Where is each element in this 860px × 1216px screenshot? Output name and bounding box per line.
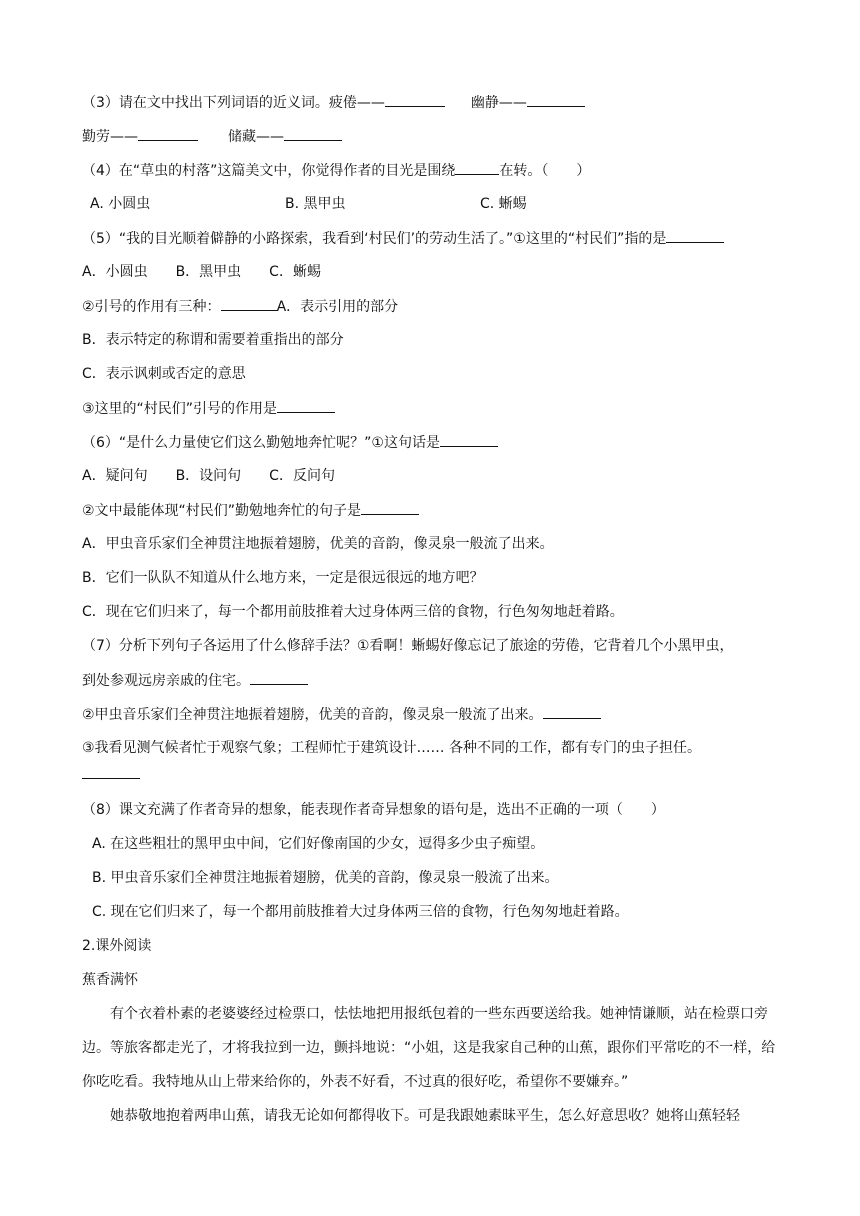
q8-prompt: （8）课文充满了作者奇异的想象，能表现作者奇异想象的语句是，选出不正确的一项（ ）	[82, 802, 665, 818]
q7-prompt-cont: 到处参观远房亲戚的住宅。	[82, 673, 250, 689]
q3-blank-1[interactable]	[385, 92, 445, 107]
q7-blank-1[interactable]	[250, 670, 308, 685]
q6-sub2: ②文中最能体现“村民们”勤勉地奔忙的句子是	[82, 503, 362, 519]
q3-prompt: （3）请在文中找出下列词语的近义词。疲倦——	[82, 95, 385, 111]
q7-blank-2[interactable]	[543, 704, 601, 719]
q7-sub2: ②甲虫音乐家们全神贯注地振着翅膀，优美的音韵，像灵泉一般流了出来。	[82, 707, 543, 723]
q5-options: A．小圆虫 B．黑甲虫 C．蜥蜴	[82, 264, 321, 280]
q5-blank-3[interactable]	[277, 398, 335, 413]
q5-prompt-line	[82, 228, 724, 249]
q5-opt-c: C．表示讽刺或否定的意思	[82, 366, 246, 382]
q4-opt-c[interactable]: C. 蜥蜴	[480, 196, 527, 212]
passage-para-2: 她恭敬地抱着两串山蕉，请我无论如何都得收下。可是我跟她素昧平生，怎么好意思收？她将山蕉轻轻	[110, 1108, 740, 1124]
q7-prompt: （7）分析下列句子各运用了什么修辞手法？①看啊！蜥蜴好像忘记了旅途的劳倦，它背着几个小黑甲虫，	[82, 638, 734, 654]
q3-line-1	[82, 92, 585, 113]
passage-title: 蕉香满怀	[82, 972, 138, 988]
q5-sub3: ③这里的“村民们”引号的作用是	[82, 401, 278, 417]
q5-sub3-line	[82, 398, 335, 419]
q4-opt-b[interactable]: B. 黑甲虫	[285, 196, 346, 212]
q4-opt-a[interactable]: A. 小圆虫	[90, 196, 151, 212]
q7-line-2	[82, 670, 308, 691]
q3-blank-3[interactable]	[138, 126, 198, 141]
q3-word-2: 幽静——	[470, 95, 527, 111]
q6-blank-1[interactable]	[440, 432, 498, 447]
q6-prompt: （6）“是什么力量使它们这么勤勉地奔忙呢？”①这句话是	[82, 435, 440, 451]
q3-line-2	[82, 126, 342, 147]
passage-para-1: 有个衣着朴素的老婆婆经过检票口，怯怯地把用报纸包着的一些东西要送给我。她神情谦顺，站在检票口旁边。等旅客都走光了，才将我拉到一边，颤抖地说：“小姐，这是我家自己种的山蕉，跟你们平常吃的不一样，给你吃吃看。我特地从山上带来给你的，外表不好看，不过真的很好吃，希望你不要嫌弃。”	[82, 1006, 776, 1090]
q6-opt-b: B．它们一队队不知道从什么地方来，一定是很远很远的地方吧？	[82, 570, 484, 586]
q5-prompt: （5）“我的目光顺着僻静的小路探索，我看到‘村民们’的劳动生活了。”①这里的“村民们”指的是	[82, 231, 667, 247]
q6-prompt-line	[82, 432, 498, 453]
q5-blank-2[interactable]	[221, 296, 277, 311]
q8-opt-a[interactable]: A. 在这些粗壮的黑甲虫中间，它们好像南国的少女，逗得多少虫子痴望。	[92, 836, 545, 852]
q5-opt-b: B．表示特定的称谓和需要着重指出的部分	[82, 332, 344, 348]
q3-blank-2[interactable]	[527, 92, 585, 107]
q6-opt-a: A．甲虫音乐家们全神贯注地振着翅膀，优美的音韵，像灵泉一般流了出来。	[82, 536, 554, 552]
q5-sub2-line	[82, 296, 398, 317]
q7-sub2-line	[82, 704, 601, 725]
q3-word-3: 勤劳——	[82, 129, 138, 145]
q8-opt-b[interactable]: B. 甲虫音乐家们全神贯注地振着翅膀，优美的音韵，像灵泉一般流了出来。	[92, 870, 559, 886]
q4-prompt-a: （4）在“草虫的村落”这篇美文中，你觉得作者的目光是围绕	[82, 163, 456, 179]
q3-blank-4[interactable]	[284, 126, 342, 141]
q7-sub3: ③我看见测气候者忙于观察气象；工程师忙于建筑设计…… 各种不同的工作，都有专门的虫子担任。	[82, 740, 701, 756]
q6-blank-2[interactable]	[361, 500, 419, 515]
q5-blank-1[interactable]	[666, 228, 724, 243]
q6-opt-c: C．现在它们归来了，每一个都用前肢推着大过身体两三倍的食物，行色匆匆地赶着路。	[82, 604, 624, 620]
section-heading: 2.课外阅读	[82, 938, 152, 954]
q8-opt-c[interactable]: C. 现在它们归来了，每一个都用前肢推着大过身体两三倍的食物，行色匆匆地赶着路。	[92, 904, 629, 920]
q6-sub2-line	[82, 500, 419, 521]
q4-blank[interactable]	[455, 160, 499, 175]
q3-word-4: 储藏——	[228, 129, 284, 145]
q7-blank-3[interactable]	[82, 764, 140, 779]
q5-sub2-a: ②引号的作用有三种：	[82, 299, 221, 315]
q6-options: A．疑问句 B．设问句 C．反问句	[82, 468, 335, 484]
q4-prompt-b: 在转。（ ）	[499, 163, 591, 179]
q4-prompt-line	[82, 160, 590, 181]
q5-sub2-b: A．表示引用的部分	[276, 299, 399, 315]
q7-sub3-blank-line	[82, 764, 140, 785]
